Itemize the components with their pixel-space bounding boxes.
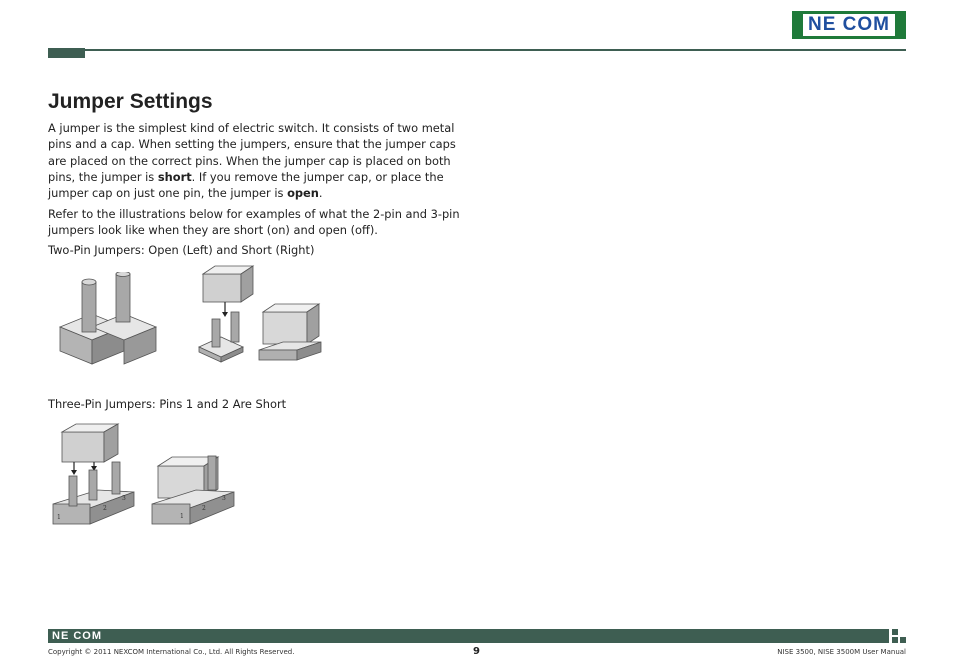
footer-square-icon: [892, 629, 898, 635]
pin-label-2: 2: [103, 505, 107, 512]
refer-paragraph: Refer to the illustrations below for examples of what the 2-pin and 3-pin jumpers look like when they are short (on) and open (off).: [48, 207, 460, 238]
intro-text-2: . If you remove the jumper cap, or place the jumper cap on just one pin, the jumper is: [48, 169, 444, 201]
nexcom-logo: [792, 11, 906, 39]
three-pin-caption: Three-Pin Jumpers: Pins 1 and 2 Are Short: [48, 397, 287, 411]
footer-square-icon: [900, 637, 906, 643]
two-pin-open-illustration: [52, 272, 162, 367]
pin-label-1-short: 1: [180, 513, 184, 520]
two-pin-short-illustration: [195, 262, 325, 364]
three-pin-short-illustration: [150, 452, 240, 527]
header-accent-bar: [48, 48, 85, 58]
footer-copyright: Copyright © 2011 NEXCOM International Co., Ltd. All Rights Reserved.: [48, 648, 295, 656]
three-pin-cap-removal-illustration: [50, 422, 140, 527]
footer-bar: [48, 629, 889, 643]
pin-label-3: 3: [122, 495, 126, 502]
page-title: Jumper Settings: [48, 90, 213, 113]
header-rule: [85, 49, 906, 51]
intro-text-1: A jumper is the simplest kind of electric switch. It consists of two metal pins and a cap. When setting the jumpers, ensure that the jumper caps are placed on the correct pins. When the jumper cap is placed on both pins, the jumper is: [48, 121, 456, 184]
intro-bold-short: short: [157, 169, 192, 184]
pin-label-1: 1: [57, 514, 61, 521]
intro-paragraph: [48, 120, 463, 201]
footer-manual-title: NISE 3500, NISE 3500M User Manual: [777, 648, 906, 656]
pin-label-3-short: 3: [222, 495, 226, 502]
logo-text: NE COM: [803, 14, 895, 36]
page-number: 9: [473, 646, 480, 657]
pin-label-2-short: 2: [202, 505, 206, 512]
footer-square-icon: [892, 637, 898, 643]
intro-bold-open: open: [287, 186, 319, 201]
intro-text-3: .: [318, 186, 323, 201]
two-pin-caption: Two-Pin Jumpers: Open (Left) and Short (Right): [48, 243, 315, 257]
footer-logo: NE COM: [52, 630, 102, 642]
